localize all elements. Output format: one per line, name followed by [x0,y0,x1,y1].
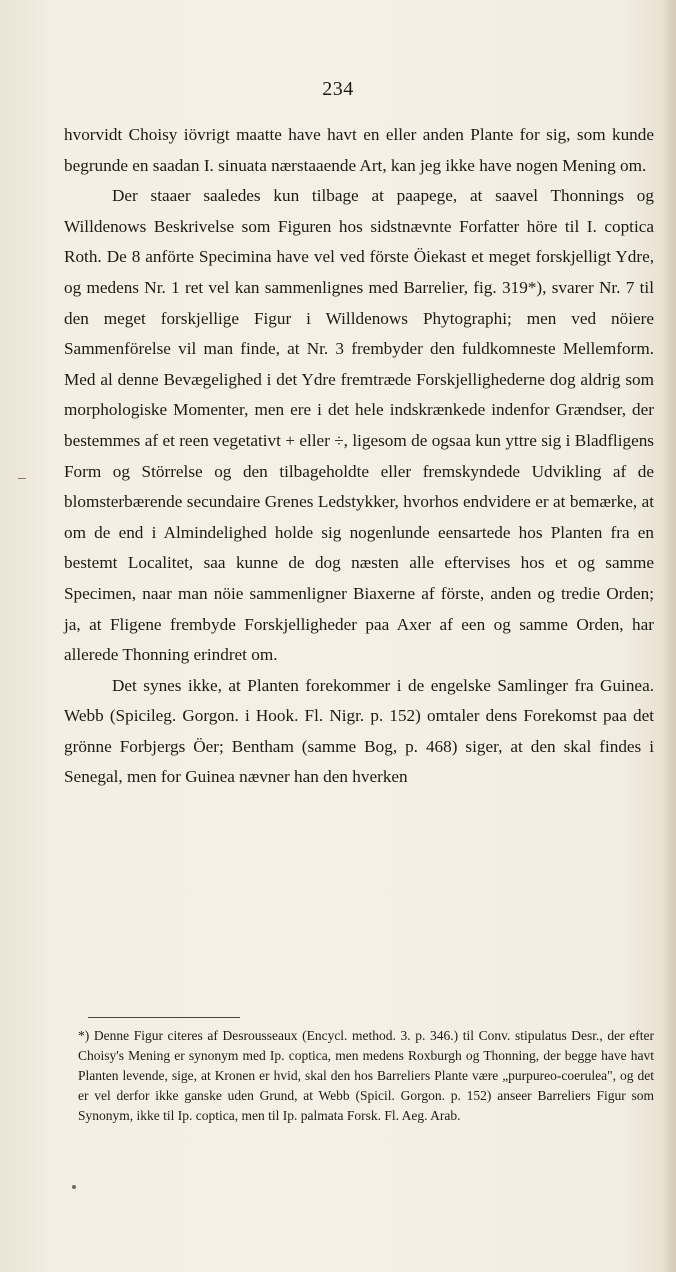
footnote-divider [88,1017,240,1018]
page-number: 234 [322,78,354,100]
scan-dot [72,1185,76,1189]
footnote-1: *) Denne Figur citeres af Desrousseaux (Encycl. method. 3. p. 346.) til Conv. stipulatus Desr., der efter Choisy's Mening er synonym med Ip. coptica, men medens Roxburgh og Thonning, der begge have havt Planten levende, sige, at Kronen er hvid, skal den hos Barreliers Plante være „purpureo-coerulea", og det er vel derfor ikke ganske uden Grund, at Webb (Spicil. Gorgon. p. 152) anseer Barreliers Figur som Synonym, ikke til Ip. coptica, men til Ip. palmata Forsk. Fl. Aeg. Arab. [78,1028,654,1123]
main-text [64,120,654,793]
main-paragraph-1: hvorvidt Choisy iövrigt maatte have havt en eller anden Plante for sig, som kunde begrunde en saadan I. sinuata nærstaaende Art, kan jeg ikke have nogen Mening om. [64,125,654,175]
page-edge-shadow [662,0,676,1272]
main-paragraph-2: Der staaer saaledes kun tilbage at paapege, at saavel Thonnings og Willdenows Beskrivelse som Figuren hos sidstnævnte Forfatter höre til I. coptica Roth. De 8 anförte Specimina have vel ved förste Öiekast et meget forskjelligt Ydre, og medens Nr. 1 ret vel kan sammenlignes med Barrelier, fig. 319*), svarer Nr. 7 til den meget forskjellige Figur i Willdenows Phytographi; men ved nöiere Sammenförelse vil man finde, at Nr. 3 frembyder den fuldkomneste Mellemform. Med al denne Bevægelighed i det Ydre fremtræde Forskjellighederne dog aldrig som morphologiske Momenter, men ere i det hele indskrænkede indenfor Grændser, der bestemmes af et reen vegetativt + eller ÷, ligesom de ogsaa kun yttre sig i Bladfligens Form og Störrelse og den tilbageholdte eller fremskyndede Udvikling af de blomsterbærende secundaire Grenes Ledstykker, hvorhos endvidere er at bemærke, at om de end i Almindelighed holde sig nogenlunde eensartede hos Planten fra en bestemt Localitet, saa kunne de dog næsten alle eftervises hos et og samme Specimen, naar man nöie sammenligner Biaxerne af förste, anden og tredie Orden; ja, at Fligene frembyde Forskjelligheder paa Axer af een og samme Orden, har allerede Thonning erindret om. [64,186,654,665]
main-paragraph-3: Det synes ikke, at Planten forekommer i de engelske Samlinger fra Guinea. Webb (Spicileg. Gorgon. i Hook. Fl. Nigr. p. 152) omtaler dens Forekomst paa det grönne Forbjergs Öer; Bentham (samme Bog, p. 468) siger, at den skal findes i Senegal, men for Guinea nævner han den hverken [64,675,654,787]
scan-mark [18,478,26,479]
footnotes [78,1026,654,1126]
